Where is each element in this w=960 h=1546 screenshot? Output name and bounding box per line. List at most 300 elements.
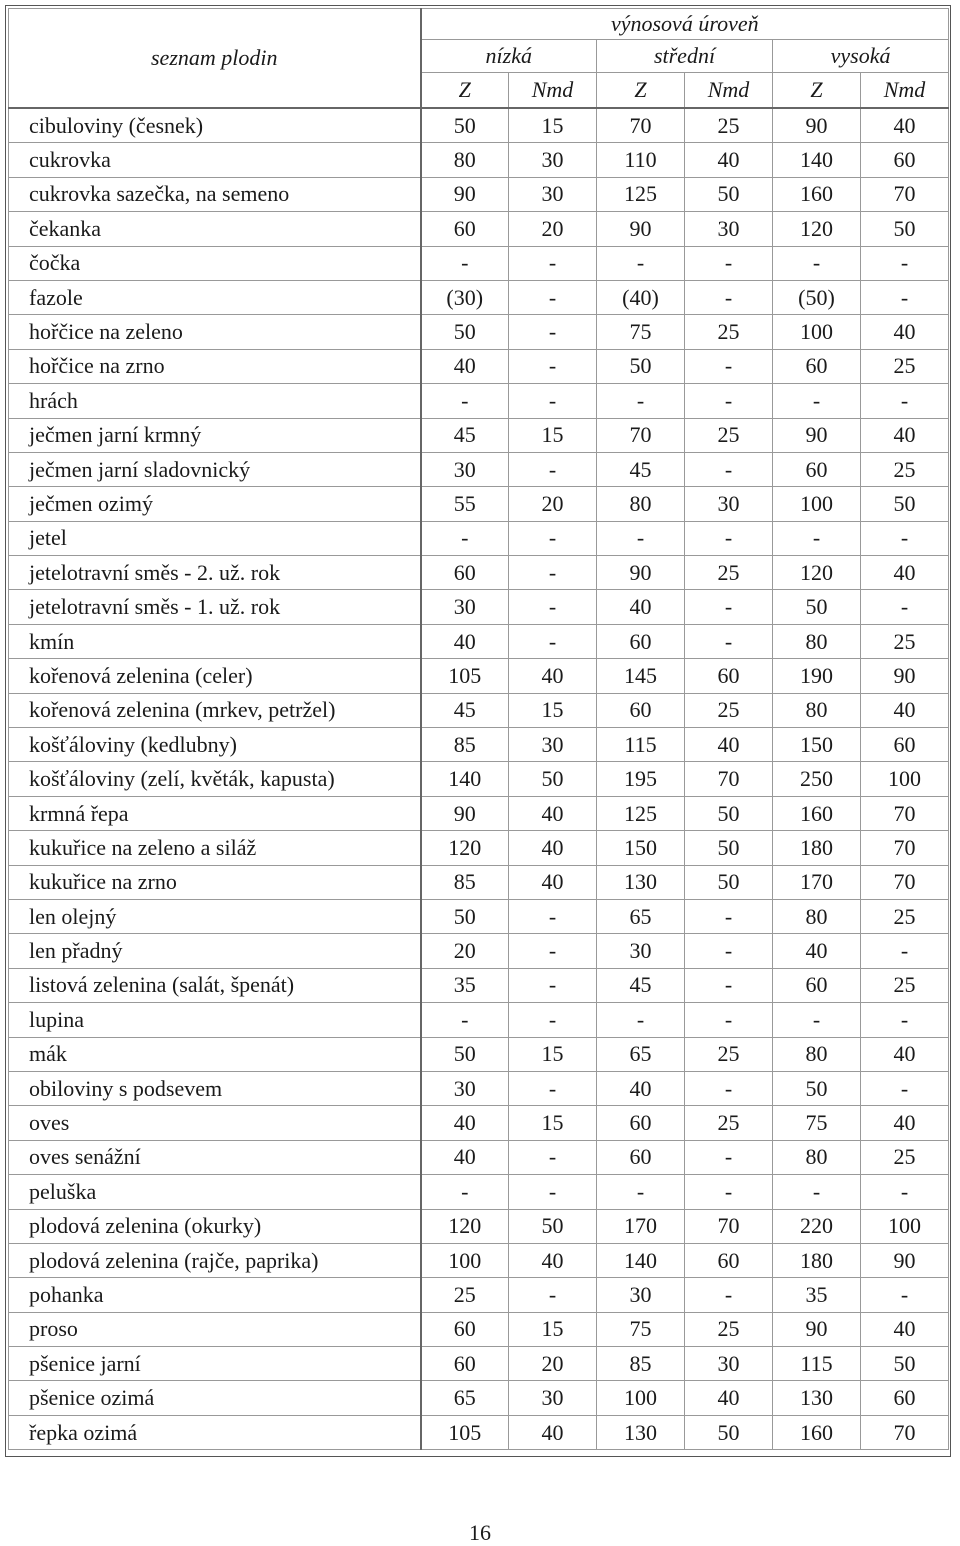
value-cell: 50 xyxy=(685,1415,773,1449)
value-cell: 45 xyxy=(597,968,685,1002)
value-cell: 120 xyxy=(773,212,861,246)
value-cell: 45 xyxy=(597,452,685,486)
value-cell: 30 xyxy=(685,1347,773,1381)
header-yield-level: výnosová úroveň xyxy=(421,9,949,40)
table-body xyxy=(9,108,949,1450)
value-cell: - xyxy=(685,899,773,933)
value-cell: 15 xyxy=(509,1106,597,1140)
crop-name-cell: kukuřice na zeleno a siláž xyxy=(9,831,421,865)
value-cell: 50 xyxy=(773,590,861,624)
header-level-low: nízká xyxy=(421,40,597,73)
value-cell: 130 xyxy=(597,1415,685,1449)
crop-name-cell: peluška xyxy=(9,1175,421,1209)
value-cell: 40 xyxy=(861,418,949,452)
value-cell: 120 xyxy=(421,831,509,865)
value-cell: 30 xyxy=(421,1071,509,1105)
value-cell: 50 xyxy=(509,762,597,796)
value-cell: 40 xyxy=(509,1415,597,1449)
value-cell: 125 xyxy=(597,177,685,211)
value-cell: 40 xyxy=(421,349,509,383)
value-cell: 120 xyxy=(421,1209,509,1243)
table-row xyxy=(9,521,949,555)
value-cell: - xyxy=(509,521,597,555)
value-cell: 75 xyxy=(773,1106,861,1140)
value-cell: 85 xyxy=(421,728,509,762)
value-cell: 70 xyxy=(861,177,949,211)
value-cell: - xyxy=(685,384,773,418)
crop-name-cell: oves senážní xyxy=(9,1140,421,1174)
value-cell: 90 xyxy=(861,659,949,693)
value-cell: - xyxy=(597,521,685,555)
value-cell: 25 xyxy=(861,1140,949,1174)
value-cell: 60 xyxy=(861,1381,949,1415)
value-cell: 75 xyxy=(597,315,685,349)
value-cell: 90 xyxy=(773,108,861,143)
crop-name-cell: oves xyxy=(9,1106,421,1140)
value-cell: 20 xyxy=(509,1347,597,1381)
value-cell: - xyxy=(509,968,597,1002)
table-row xyxy=(9,659,949,693)
value-cell: 105 xyxy=(421,1415,509,1449)
header-level-medium: střední xyxy=(597,40,773,73)
value-cell: - xyxy=(861,1278,949,1312)
value-cell: 25 xyxy=(685,556,773,590)
value-cell: 80 xyxy=(773,693,861,727)
value-cell: 60 xyxy=(773,349,861,383)
crop-name-cell: jetelotravní směs - 1. už. rok xyxy=(9,590,421,624)
value-cell: 30 xyxy=(685,212,773,246)
value-cell: 40 xyxy=(861,108,949,143)
table-row xyxy=(9,418,949,452)
header-subcol: Nmd xyxy=(685,73,773,109)
value-cell: 70 xyxy=(685,1209,773,1243)
value-cell: - xyxy=(421,1175,509,1209)
table-row xyxy=(9,624,949,658)
value-cell: - xyxy=(597,1175,685,1209)
table-row xyxy=(9,1415,949,1449)
crop-name-cell: cukrovka sazečka, na semeno xyxy=(9,177,421,211)
crop-name-cell: pohanka xyxy=(9,1278,421,1312)
crop-name-cell: kořenová zelenina (celer) xyxy=(9,659,421,693)
value-cell: - xyxy=(509,1140,597,1174)
table-row xyxy=(9,1140,949,1174)
value-cell: 40 xyxy=(509,865,597,899)
table-row xyxy=(9,1175,949,1209)
value-cell: - xyxy=(509,556,597,590)
value-cell: 170 xyxy=(597,1209,685,1243)
value-cell: 15 xyxy=(509,1037,597,1071)
value-cell: 35 xyxy=(421,968,509,1002)
value-cell: 15 xyxy=(509,1312,597,1346)
value-cell: 15 xyxy=(509,108,597,143)
value-cell: 30 xyxy=(421,590,509,624)
value-cell: (30) xyxy=(421,280,509,314)
value-cell: 50 xyxy=(421,1037,509,1071)
crop-name-cell: plodová zelenina (okurky) xyxy=(9,1209,421,1243)
value-cell: 40 xyxy=(421,1106,509,1140)
value-cell: - xyxy=(861,934,949,968)
value-cell: 30 xyxy=(509,143,597,177)
value-cell: - xyxy=(861,1071,949,1105)
crop-name-cell: cukrovka xyxy=(9,143,421,177)
crop-name-cell: ječmen jarní krmný xyxy=(9,418,421,452)
crop-name-cell: kořenová zelenina (mrkev, petržel) xyxy=(9,693,421,727)
value-cell: 80 xyxy=(597,487,685,521)
value-cell: - xyxy=(509,349,597,383)
value-cell: 150 xyxy=(773,728,861,762)
table-row xyxy=(9,831,949,865)
crop-name-cell: košťáloviny (kedlubny) xyxy=(9,728,421,762)
value-cell: 50 xyxy=(421,315,509,349)
value-cell: 85 xyxy=(421,865,509,899)
table-row xyxy=(9,728,949,762)
value-cell: - xyxy=(685,934,773,968)
value-cell: 50 xyxy=(421,108,509,143)
table-row xyxy=(9,1071,949,1105)
crop-name-cell: košťáloviny (zelí, květák, kapusta) xyxy=(9,762,421,796)
value-cell: 50 xyxy=(421,899,509,933)
table-row xyxy=(9,1209,949,1243)
value-cell: 25 xyxy=(685,108,773,143)
crop-name-cell: plodová zelenina (rajče, paprika) xyxy=(9,1243,421,1277)
value-cell: - xyxy=(509,315,597,349)
table-row xyxy=(9,1037,949,1071)
crop-name-cell: jetelotravní směs - 2. už. rok xyxy=(9,556,421,590)
value-cell: 90 xyxy=(421,796,509,830)
table-row xyxy=(9,1278,949,1312)
crop-name-cell: hořčice na zeleno xyxy=(9,315,421,349)
value-cell: 30 xyxy=(597,934,685,968)
crop-name-cell: kukuřice na zrno xyxy=(9,865,421,899)
value-cell: - xyxy=(509,899,597,933)
value-cell: 25 xyxy=(685,315,773,349)
value-cell: - xyxy=(685,1140,773,1174)
crop-name-cell: len olejný xyxy=(9,899,421,933)
value-cell: 60 xyxy=(861,143,949,177)
value-cell: - xyxy=(421,384,509,418)
crop-name-cell: ječmen ozimý xyxy=(9,487,421,521)
value-cell: 40 xyxy=(773,934,861,968)
crop-name-cell: lupina xyxy=(9,1003,421,1037)
value-cell: 60 xyxy=(421,1347,509,1381)
value-cell: 50 xyxy=(597,349,685,383)
value-cell: 15 xyxy=(509,693,597,727)
value-cell: - xyxy=(509,1003,597,1037)
value-cell: 110 xyxy=(597,143,685,177)
value-cell: 220 xyxy=(773,1209,861,1243)
value-cell: - xyxy=(509,280,597,314)
value-cell: - xyxy=(773,1175,861,1209)
value-cell: 25 xyxy=(685,1106,773,1140)
value-cell: - xyxy=(685,349,773,383)
header-subcol: Nmd xyxy=(509,73,597,109)
crop-name-cell: krmná řepa xyxy=(9,796,421,830)
value-cell: 100 xyxy=(861,1209,949,1243)
value-cell: 80 xyxy=(773,899,861,933)
value-cell: 60 xyxy=(597,624,685,658)
crop-name-cell: obiloviny s podsevem xyxy=(9,1071,421,1105)
value-cell: - xyxy=(509,1175,597,1209)
value-cell: - xyxy=(509,452,597,486)
crop-name-cell: čekanka xyxy=(9,212,421,246)
value-cell: - xyxy=(773,246,861,280)
crop-name-cell: řepka ozimá xyxy=(9,1415,421,1449)
value-cell: - xyxy=(685,1003,773,1037)
value-cell: 60 xyxy=(773,968,861,1002)
header-crop-list: seznam plodin xyxy=(9,9,421,109)
value-cell: - xyxy=(685,246,773,280)
value-cell: 60 xyxy=(773,452,861,486)
value-cell: 70 xyxy=(597,418,685,452)
value-cell: 70 xyxy=(861,1415,949,1449)
table-row xyxy=(9,487,949,521)
value-cell: 30 xyxy=(509,177,597,211)
table-row xyxy=(9,452,949,486)
value-cell: 180 xyxy=(773,1243,861,1277)
value-cell: 40 xyxy=(597,590,685,624)
table-row xyxy=(9,143,949,177)
value-cell: 120 xyxy=(773,556,861,590)
table-row xyxy=(9,934,949,968)
value-cell: 40 xyxy=(421,1140,509,1174)
value-cell: 115 xyxy=(597,728,685,762)
crop-name-cell: listová zelenina (salát, špenát) xyxy=(9,968,421,1002)
table-row xyxy=(9,177,949,211)
header-subcol: Z xyxy=(773,73,861,109)
value-cell: - xyxy=(861,246,949,280)
crop-name-cell: pšenice ozimá xyxy=(9,1381,421,1415)
value-cell: 90 xyxy=(597,556,685,590)
table-row xyxy=(9,1243,949,1277)
value-cell: 25 xyxy=(685,693,773,727)
value-cell: 70 xyxy=(597,108,685,143)
table-row xyxy=(9,796,949,830)
value-cell: 25 xyxy=(685,418,773,452)
value-cell: 90 xyxy=(597,212,685,246)
value-cell: - xyxy=(861,384,949,418)
table-row xyxy=(9,1312,949,1346)
header-subcol: Z xyxy=(597,73,685,109)
value-cell: 50 xyxy=(685,796,773,830)
value-cell: 25 xyxy=(421,1278,509,1312)
value-cell: 50 xyxy=(773,1071,861,1105)
value-cell: 90 xyxy=(773,418,861,452)
value-cell: 40 xyxy=(685,728,773,762)
value-cell: 40 xyxy=(685,143,773,177)
value-cell: 85 xyxy=(597,1347,685,1381)
value-cell: 170 xyxy=(773,865,861,899)
value-cell: 40 xyxy=(861,1312,949,1346)
value-cell: - xyxy=(861,1175,949,1209)
table-row xyxy=(9,693,949,727)
value-cell: 190 xyxy=(773,659,861,693)
value-cell: - xyxy=(509,246,597,280)
value-cell: 60 xyxy=(421,1312,509,1346)
value-cell: - xyxy=(685,590,773,624)
value-cell: 40 xyxy=(421,624,509,658)
header-subcol: Nmd xyxy=(861,73,949,109)
crop-name-cell: hořčice na zrno xyxy=(9,349,421,383)
value-cell: 65 xyxy=(597,899,685,933)
value-cell: 40 xyxy=(509,796,597,830)
table-row xyxy=(9,1003,949,1037)
crop-name-cell: pšenice jarní xyxy=(9,1347,421,1381)
value-cell: 40 xyxy=(597,1071,685,1105)
value-cell: - xyxy=(509,1278,597,1312)
value-cell: 40 xyxy=(509,1243,597,1277)
crop-name-cell: cibuloviny (česnek) xyxy=(9,108,421,143)
value-cell: - xyxy=(597,384,685,418)
value-cell: 90 xyxy=(421,177,509,211)
value-cell: 145 xyxy=(597,659,685,693)
crop-name-cell: hrách xyxy=(9,384,421,418)
value-cell: 70 xyxy=(685,762,773,796)
value-cell: 50 xyxy=(509,1209,597,1243)
value-cell: 30 xyxy=(509,728,597,762)
value-cell: 105 xyxy=(421,659,509,693)
value-cell: 50 xyxy=(685,865,773,899)
value-cell: 60 xyxy=(597,693,685,727)
header-subcol: Z xyxy=(421,73,509,109)
value-cell: 65 xyxy=(597,1037,685,1071)
value-cell: - xyxy=(773,384,861,418)
crop-name-cell: čočka xyxy=(9,246,421,280)
value-cell: 25 xyxy=(861,452,949,486)
value-cell: 80 xyxy=(421,143,509,177)
table-row xyxy=(9,280,949,314)
value-cell: 40 xyxy=(861,693,949,727)
value-cell: 80 xyxy=(773,1140,861,1174)
value-cell: 125 xyxy=(597,796,685,830)
value-cell: 55 xyxy=(421,487,509,521)
page-number: 16 xyxy=(469,1520,491,1545)
crop-name-cell: kmín xyxy=(9,624,421,658)
value-cell: 60 xyxy=(597,1140,685,1174)
value-cell: 250 xyxy=(773,762,861,796)
value-cell: 30 xyxy=(597,1278,685,1312)
value-cell: 60 xyxy=(861,728,949,762)
value-cell: - xyxy=(685,452,773,486)
value-cell: 25 xyxy=(861,899,949,933)
value-cell: 50 xyxy=(685,177,773,211)
value-cell: - xyxy=(685,280,773,314)
value-cell: 40 xyxy=(861,1106,949,1140)
value-cell: - xyxy=(509,934,597,968)
value-cell: - xyxy=(861,521,949,555)
value-cell: - xyxy=(509,384,597,418)
value-cell: 45 xyxy=(421,418,509,452)
value-cell: 100 xyxy=(597,1381,685,1415)
value-cell: 70 xyxy=(861,865,949,899)
value-cell: - xyxy=(597,1003,685,1037)
value-cell: - xyxy=(861,1003,949,1037)
value-cell: - xyxy=(861,280,949,314)
value-cell: 100 xyxy=(773,315,861,349)
value-cell: - xyxy=(421,246,509,280)
value-cell: 50 xyxy=(861,1347,949,1381)
table-row xyxy=(9,246,949,280)
value-cell: - xyxy=(861,590,949,624)
crop-name-cell: mák xyxy=(9,1037,421,1071)
value-cell: 45 xyxy=(421,693,509,727)
crop-table xyxy=(8,8,949,1450)
value-cell: 140 xyxy=(421,762,509,796)
value-cell: 160 xyxy=(773,177,861,211)
value-cell: 20 xyxy=(509,487,597,521)
table-row xyxy=(9,762,949,796)
value-cell: 160 xyxy=(773,1415,861,1449)
value-cell: - xyxy=(685,1071,773,1105)
value-cell: 25 xyxy=(861,624,949,658)
table-row xyxy=(9,865,949,899)
value-cell: - xyxy=(421,521,509,555)
crop-name-cell: jetel xyxy=(9,521,421,555)
value-cell: 75 xyxy=(597,1312,685,1346)
value-cell: 80 xyxy=(773,624,861,658)
value-cell: 50 xyxy=(685,831,773,865)
crop-name-cell: ječmen jarní sladovnický xyxy=(9,452,421,486)
value-cell: 50 xyxy=(861,487,949,521)
value-cell: 160 xyxy=(773,796,861,830)
value-cell: 140 xyxy=(597,1243,685,1277)
value-cell: 25 xyxy=(861,349,949,383)
value-cell: (50) xyxy=(773,280,861,314)
value-cell: 30 xyxy=(685,487,773,521)
table-row xyxy=(9,590,949,624)
value-cell: 150 xyxy=(597,831,685,865)
value-cell: 25 xyxy=(861,968,949,1002)
value-cell: 40 xyxy=(861,1037,949,1071)
value-cell: - xyxy=(509,624,597,658)
value-cell: 50 xyxy=(861,212,949,246)
value-cell: 40 xyxy=(685,1381,773,1415)
value-cell: 140 xyxy=(773,143,861,177)
value-cell: - xyxy=(421,1003,509,1037)
value-cell: 60 xyxy=(597,1106,685,1140)
value-cell: 25 xyxy=(685,1037,773,1071)
value-cell: 20 xyxy=(421,934,509,968)
value-cell: 180 xyxy=(773,831,861,865)
table-row xyxy=(9,108,949,143)
value-cell: 80 xyxy=(773,1037,861,1071)
value-cell: - xyxy=(509,590,597,624)
value-cell: 130 xyxy=(773,1381,861,1415)
value-cell: 15 xyxy=(509,418,597,452)
table-row xyxy=(9,1381,949,1415)
table-row xyxy=(9,315,949,349)
value-cell: 60 xyxy=(421,556,509,590)
value-cell: 35 xyxy=(773,1278,861,1312)
value-cell: 60 xyxy=(685,659,773,693)
table-row xyxy=(9,349,949,383)
value-cell: 115 xyxy=(773,1347,861,1381)
table-row xyxy=(9,556,949,590)
value-cell: 40 xyxy=(861,556,949,590)
crop-name-cell: fazole xyxy=(9,280,421,314)
value-cell: 100 xyxy=(861,762,949,796)
table-row xyxy=(9,212,949,246)
value-cell: 30 xyxy=(509,1381,597,1415)
table-row xyxy=(9,384,949,418)
value-cell: 100 xyxy=(421,1243,509,1277)
value-cell: 100 xyxy=(773,487,861,521)
value-cell: 60 xyxy=(685,1243,773,1277)
value-cell: - xyxy=(773,521,861,555)
value-cell: 90 xyxy=(773,1312,861,1346)
value-cell: 25 xyxy=(685,1312,773,1346)
value-cell: 65 xyxy=(421,1381,509,1415)
value-cell: - xyxy=(685,1175,773,1209)
